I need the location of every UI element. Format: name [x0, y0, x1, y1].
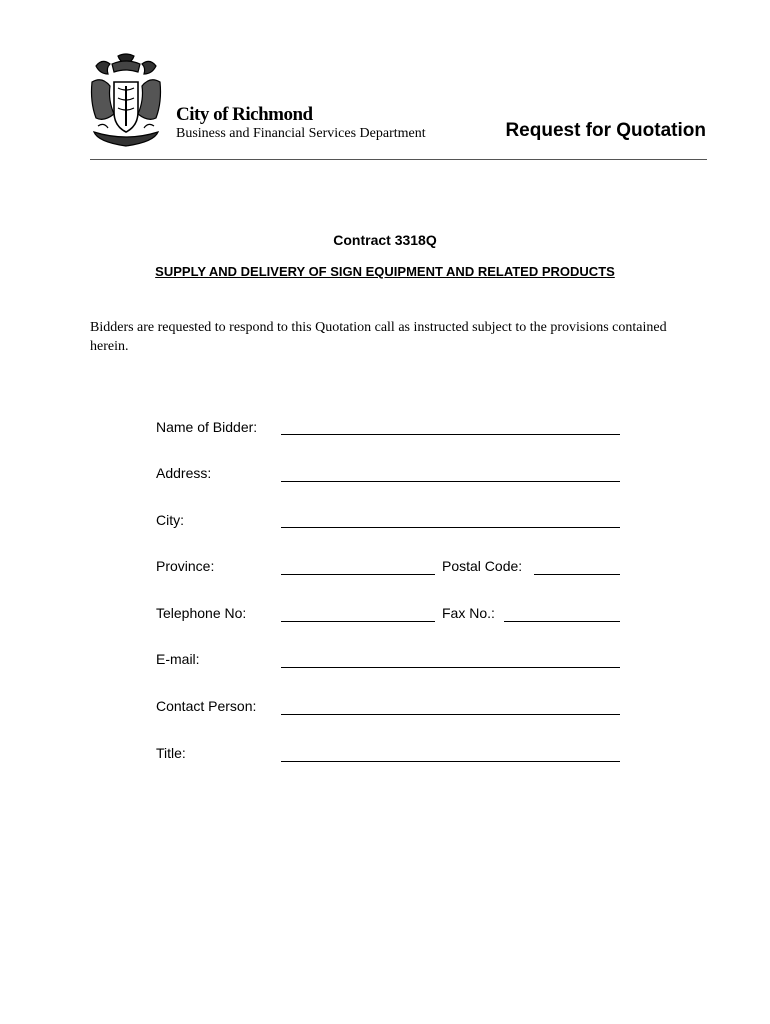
document-type: Request for Quotation [505, 120, 706, 141]
bidder-name-field[interactable] [281, 434, 620, 435]
city-crest-icon [88, 52, 164, 150]
email-label: E-mail: [156, 651, 200, 667]
city-field[interactable] [281, 527, 620, 528]
fax-label: Fax No.: [442, 605, 495, 621]
title-label: Title: [156, 745, 186, 761]
address-label: Address: [156, 465, 212, 481]
intro-paragraph: Bidders are requested to respond to this Quotation call as instructed subject to the provisions contained herein. [90, 320, 667, 354]
department-name: Business and Financial Services Department [176, 126, 426, 141]
contact-person-label: Contact Person: [156, 698, 257, 714]
fax-field[interactable] [504, 621, 620, 622]
province-label: Province: [156, 558, 215, 574]
postal-code-label: Postal Code: [442, 558, 523, 574]
title-field[interactable] [281, 761, 620, 762]
contact-person-field[interactable] [281, 714, 620, 715]
contract-subject: SUPPLY AND DELIVERY OF SIGN EQUIPMENT AND RELATED PRODUCTS [155, 264, 615, 279]
postal-code-field[interactable] [534, 574, 620, 575]
header-divider [90, 159, 707, 160]
city-label: City: [156, 512, 184, 528]
province-field[interactable] [281, 574, 435, 575]
org-name: City of Richmond [176, 104, 313, 125]
contract-number: Contract 3318Q [333, 232, 437, 248]
telephone-field[interactable] [281, 621, 435, 622]
email-field[interactable] [281, 667, 620, 668]
bidder-name-label: Name of Bidder: [156, 419, 258, 435]
telephone-label: Telephone No: [156, 605, 247, 621]
address-field[interactable] [281, 481, 620, 482]
